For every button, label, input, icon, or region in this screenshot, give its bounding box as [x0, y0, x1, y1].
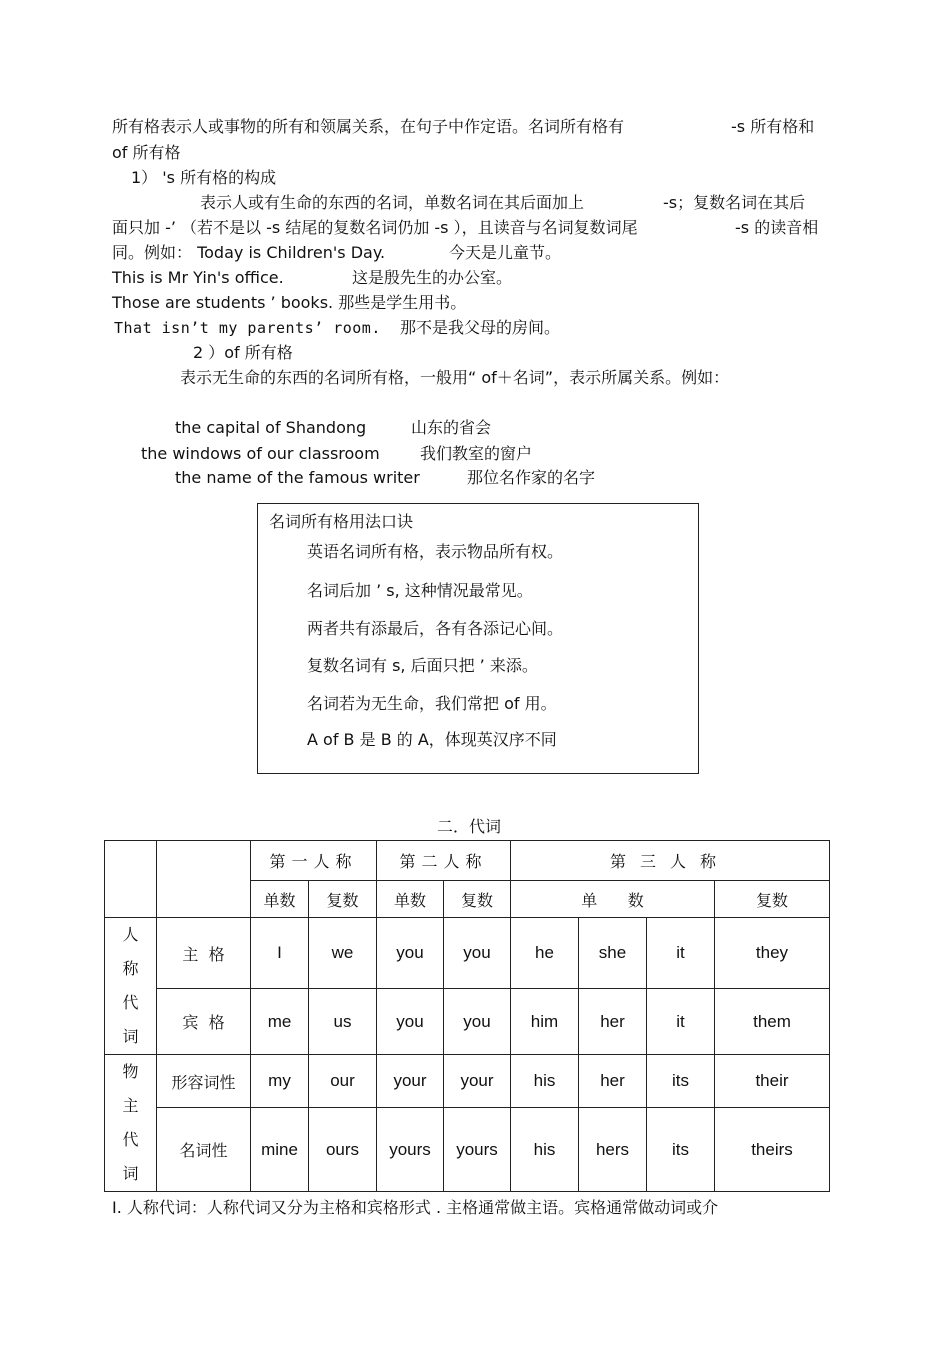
group-possessive-char: 词 — [122, 1164, 139, 1183]
header-first-plural: 复数 — [309, 881, 377, 918]
header-second-singular: 单数 — [377, 881, 444, 918]
example-2: Those are students ’ books. 那些是学生用书。 — [112, 293, 467, 312]
table-cell: theirs — [715, 1108, 830, 1192]
table-cell: mine — [251, 1108, 309, 1192]
table-cell: yours — [377, 1108, 444, 1192]
group-personal-pronouns — [105, 918, 157, 1055]
table-cell: his — [511, 1108, 579, 1192]
mnemonic-line-3: 两者共有添最后，各有各添记心间。 — [307, 619, 564, 638]
section1-desc-1-suffix: -s；复数名词在其后 — [663, 193, 806, 212]
table-cell: her — [579, 989, 647, 1055]
table-cell: he — [511, 918, 579, 989]
header-third-plural: 复数 — [715, 881, 830, 918]
table-cell: she — [579, 918, 647, 989]
mnemonic-line-6: A of B 是 B 的 A，体现英汉序不同 — [307, 730, 557, 749]
table-row — [105, 989, 830, 1055]
group-personal-char: 词 — [122, 1027, 139, 1046]
table-cell: their — [715, 1055, 830, 1108]
group-personal-char: 代 — [122, 993, 139, 1012]
row-label-adjectival: 形容词性 — [157, 1055, 251, 1108]
header-second-person: 第二人称 — [377, 841, 511, 881]
table-cell: us — [309, 989, 377, 1055]
example-1-chinese: 这是殷先生的办公室。 — [352, 268, 513, 287]
header-row-person — [105, 841, 830, 881]
example-3-chinese: 那不是我父母的房间。 — [400, 318, 561, 337]
row-label-object: 宾 格 — [157, 989, 251, 1055]
mnemonic-line-5: 名词若为无生命，我们常把 of 用。 — [307, 694, 557, 713]
table-cell: your — [377, 1055, 444, 1108]
header-second-plural: 复数 — [444, 881, 511, 918]
intro-line-1-suffix: -s 所有格和 — [731, 117, 815, 136]
header-first-singular: 单数 — [251, 881, 309, 918]
example-3-english: That isn’t my parents’ room. — [114, 319, 381, 337]
header-first-person: 第一人称 — [251, 841, 377, 881]
row-label-subject: 主 格 — [157, 918, 251, 989]
section1-desc-2: 面只加 -’ （若不是以 -s 结尾的复数名词仍加 -s ），且读音与名词复数词尾 — [112, 218, 638, 237]
group-possessive-char: 物 — [122, 1062, 139, 1081]
table-cell: they — [715, 918, 830, 989]
table-cell: you — [377, 989, 444, 1055]
table-cell: him — [511, 989, 579, 1055]
intro-line-2: of 所有格 — [112, 143, 181, 162]
section2-heading: 2 ）of 所有格 — [193, 343, 293, 362]
table-cell: it — [647, 989, 715, 1055]
mnemonic-line-4: 复数名词有 s, 后面只把 ’ 来添。 — [307, 656, 538, 675]
group-possessive-char: 主 — [122, 1096, 139, 1115]
header-third-person: 第三人称 — [511, 841, 830, 881]
table-cell: our — [309, 1055, 377, 1108]
table-row — [105, 1055, 830, 1108]
table-row — [105, 918, 830, 989]
of-example-1-english: the capital of Shandong — [175, 418, 367, 437]
mnemonic-box — [257, 503, 699, 774]
table-cell: ours — [309, 1108, 377, 1192]
footer-personal-pronoun-note: I. 人称代词：人称代词又分为主格和宾格形式 . 主格通常做主语。宾格通常做动词或介 — [112, 1198, 719, 1217]
table-cell: my — [251, 1055, 309, 1108]
section1-heading: 1） 's 所有格的构成 — [131, 168, 277, 187]
intro-line-1 — [112, 117, 624, 137]
section1-desc-1: 表示人或有生命的东西的名词，单数名词在其后面加上 — [200, 193, 585, 212]
corner-cell — [105, 841, 157, 918]
section1-desc-2-suffix: -s 的读音相 — [735, 218, 819, 237]
table-cell: her — [579, 1055, 647, 1108]
table-cell: I — [251, 918, 309, 989]
of-example-2-english: the windows of our classroom — [141, 444, 380, 463]
table-cell: its — [647, 1108, 715, 1192]
corner-cell-2 — [157, 841, 251, 918]
table-cell: them — [715, 989, 830, 1055]
table-cell: yours — [444, 1108, 511, 1192]
table-cell: we — [309, 918, 377, 989]
table-cell: you — [444, 918, 511, 989]
group-possessive-char: 代 — [122, 1130, 139, 1149]
section1-desc-3: 同。例如： Today is Children's Day. — [112, 243, 386, 262]
mnemonic-line-1: 英语名词所有格，表示物品所有权。 — [307, 542, 564, 561]
header-third-singular: 单 数 — [511, 881, 715, 918]
group-personal-char: 人 — [122, 925, 139, 944]
intro-line-1-text: 所有格表示人或事物的所有和领属关系，在句子中作定语。名词所有格有 — [112, 117, 625, 136]
table-cell: your — [444, 1055, 511, 1108]
section1-desc-3-translation: 今天是儿童节。 — [449, 243, 562, 262]
of-example-2-chinese: 我们教室的窗户 — [420, 444, 533, 463]
mnemonic-title: 名词所有格用法口诀 — [269, 512, 414, 531]
group-possessive-pronouns — [105, 1055, 157, 1192]
example-1-english: This is Mr Yin's office. — [112, 268, 284, 287]
section2-desc: 表示无生命的东西的名词所有格，一般用“ of＋名词”，表示所属关系。例如： — [180, 368, 730, 387]
table-cell: you — [444, 989, 511, 1055]
pronoun-table — [104, 840, 830, 1192]
table-cell: it — [647, 918, 715, 989]
table-cell: hers — [579, 1108, 647, 1192]
table-cell: you — [377, 918, 444, 989]
table-cell: his — [511, 1055, 579, 1108]
group-personal-char: 称 — [122, 959, 139, 978]
table-cell: me — [251, 989, 309, 1055]
pronoun-section-title: 二．代词 — [437, 817, 502, 836]
row-label-nominal: 名词性 — [157, 1108, 251, 1192]
of-example-3-english: the name of the famous writer — [175, 468, 420, 487]
table-row — [105, 1108, 830, 1192]
table-cell: its — [647, 1055, 715, 1108]
of-example-1-chinese: 山东的省会 — [411, 418, 492, 437]
of-example-3-chinese: 那位名作家的名字 — [467, 468, 596, 487]
mnemonic-line-2: 名词后加 ’ s, 这种情况最常见。 — [307, 581, 533, 600]
